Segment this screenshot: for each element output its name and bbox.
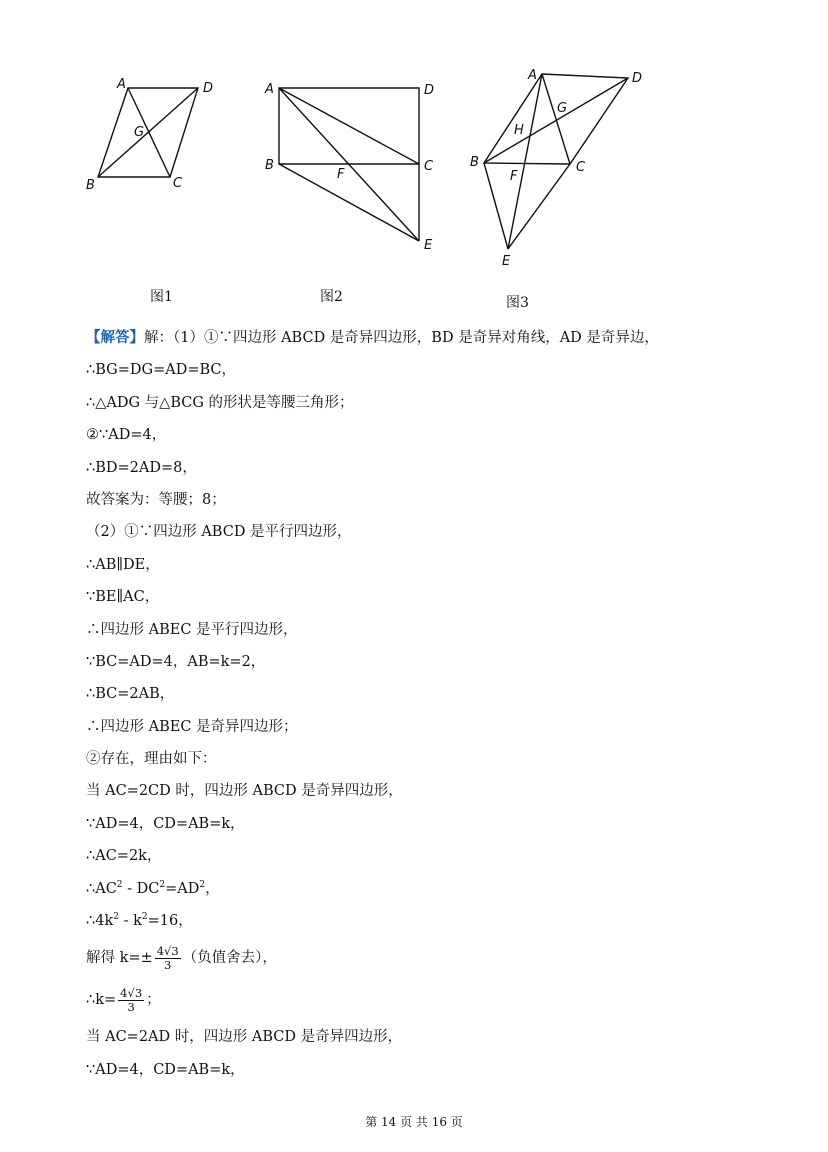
solution-line-5: ∴BD=2AD=8， <box>86 459 197 476</box>
answer-tag: 【解答】 <box>86 330 144 346</box>
solution-line-7: （2）①∵四边形 ABCD 是平行四边形， <box>86 524 352 541</box>
solution-line-18: $\therefore AC^2 - DC^2=AD^2$， <box>86 879 220 897</box>
fig3-label-a: A <box>528 68 537 83</box>
fig1-label-b: B <box>86 178 95 193</box>
fraction-4root3-over-3: $\frac{4√3}{3}$ <box>120 986 143 1014</box>
solution-line-16: ∵AD=4，CD=AB=k， <box>86 815 245 832</box>
fig2-label-f: F <box>337 167 345 182</box>
geometry-figures <box>0 0 828 320</box>
solution-line-3: ∴△ADG 与△BCG 的形状是等腰三角形； <box>86 394 354 411</box>
solution-line-23: ∵AD=4，CD=AB=k， <box>86 1061 245 1078</box>
fig3-label-h: H <box>514 123 524 138</box>
solution-line-13: ∴四边形 ABEC 是奇异四边形； <box>86 718 298 735</box>
fig2-label-b: B <box>265 158 274 173</box>
solution-line-22: 当 AC=2AD 时，四边形 ABCD 是奇异四边形， <box>86 1029 403 1046</box>
solution-line-15: 当 AC=2CD 时，四边形 ABCD 是奇异四边形， <box>86 783 403 800</box>
fig3-diagonal-bd <box>484 78 628 163</box>
solution-line-9: ∵BE∥AC， <box>86 589 160 606</box>
solution-line-12: ∴BC=2AB， <box>86 686 175 703</box>
caption-fig2: 图2 <box>320 289 343 305</box>
solution-line-4: ②∵AD=4， <box>86 427 167 444</box>
fig2-label-a: A <box>265 82 274 97</box>
fig2-label-c: C <box>424 159 434 174</box>
fig1-label-c: C <box>173 176 183 191</box>
solution-line-8: ∴AB∥DE， <box>86 556 160 573</box>
solution-line-11: ∵BC=AD=4，AB=k=2， <box>86 653 266 670</box>
solution-line-20: 解得 k=± $\frac{4√3}{3}$ （负值舍去）， <box>86 944 277 972</box>
solution-line-14: ②存在，理由如下： <box>86 751 217 768</box>
fig2-diagonal-ac <box>279 88 419 164</box>
fig2-line-be <box>279 164 419 241</box>
solution-line-10: ∴四边形 ABEC 是平行四边形， <box>86 621 298 638</box>
caption-fig3: 图3 <box>506 295 529 311</box>
fig3-label-c: C <box>576 160 586 175</box>
solution-line-17: ∴AC=2k， <box>86 848 162 865</box>
solution-line-19: $\therefore 4k^2 - k^2=16$， <box>86 912 193 930</box>
fig3-diagonal-ac <box>542 74 570 164</box>
fig1-label-g: G <box>134 125 145 140</box>
fig3-label-b: B <box>470 155 479 170</box>
figure-3 <box>484 74 628 249</box>
fig1-label-a: A <box>117 77 126 92</box>
fig3-label-e: E <box>502 254 511 269</box>
figure-2 <box>279 88 419 241</box>
fig3-line-be <box>484 163 508 249</box>
solution-line-2: ∴BG=DG=AD=BC， <box>86 362 237 379</box>
figure-1 <box>98 88 198 177</box>
figures-area <box>0 0 828 320</box>
solution-line-21: ∴k= $\frac{4√3}{3}$ ； <box>86 986 161 1014</box>
fraction-4root3-over-3: $\frac{4√3}{3}$ <box>156 944 179 972</box>
page-footer: 第 14 页 共 16 页 <box>365 1115 463 1129</box>
caption-fig1: 图1 <box>150 289 173 305</box>
solution-line-6: 故答案为：等腰；8； <box>86 491 226 508</box>
solution-line-1: 【解答】解：（1）①∵四边形 ABCD 是奇异四边形，BD 是奇异对角线，AD 是奇异边， <box>86 330 659 346</box>
fig2-label-e: E <box>424 238 433 253</box>
fig2-label-d: D <box>424 83 435 98</box>
fig3-label-f: F <box>510 169 518 184</box>
fig1-label-d: D <box>203 81 214 96</box>
fig3-label-g: G <box>557 101 568 116</box>
solution-text <box>86 322 766 1086</box>
fig3-label-d: D <box>632 71 643 86</box>
